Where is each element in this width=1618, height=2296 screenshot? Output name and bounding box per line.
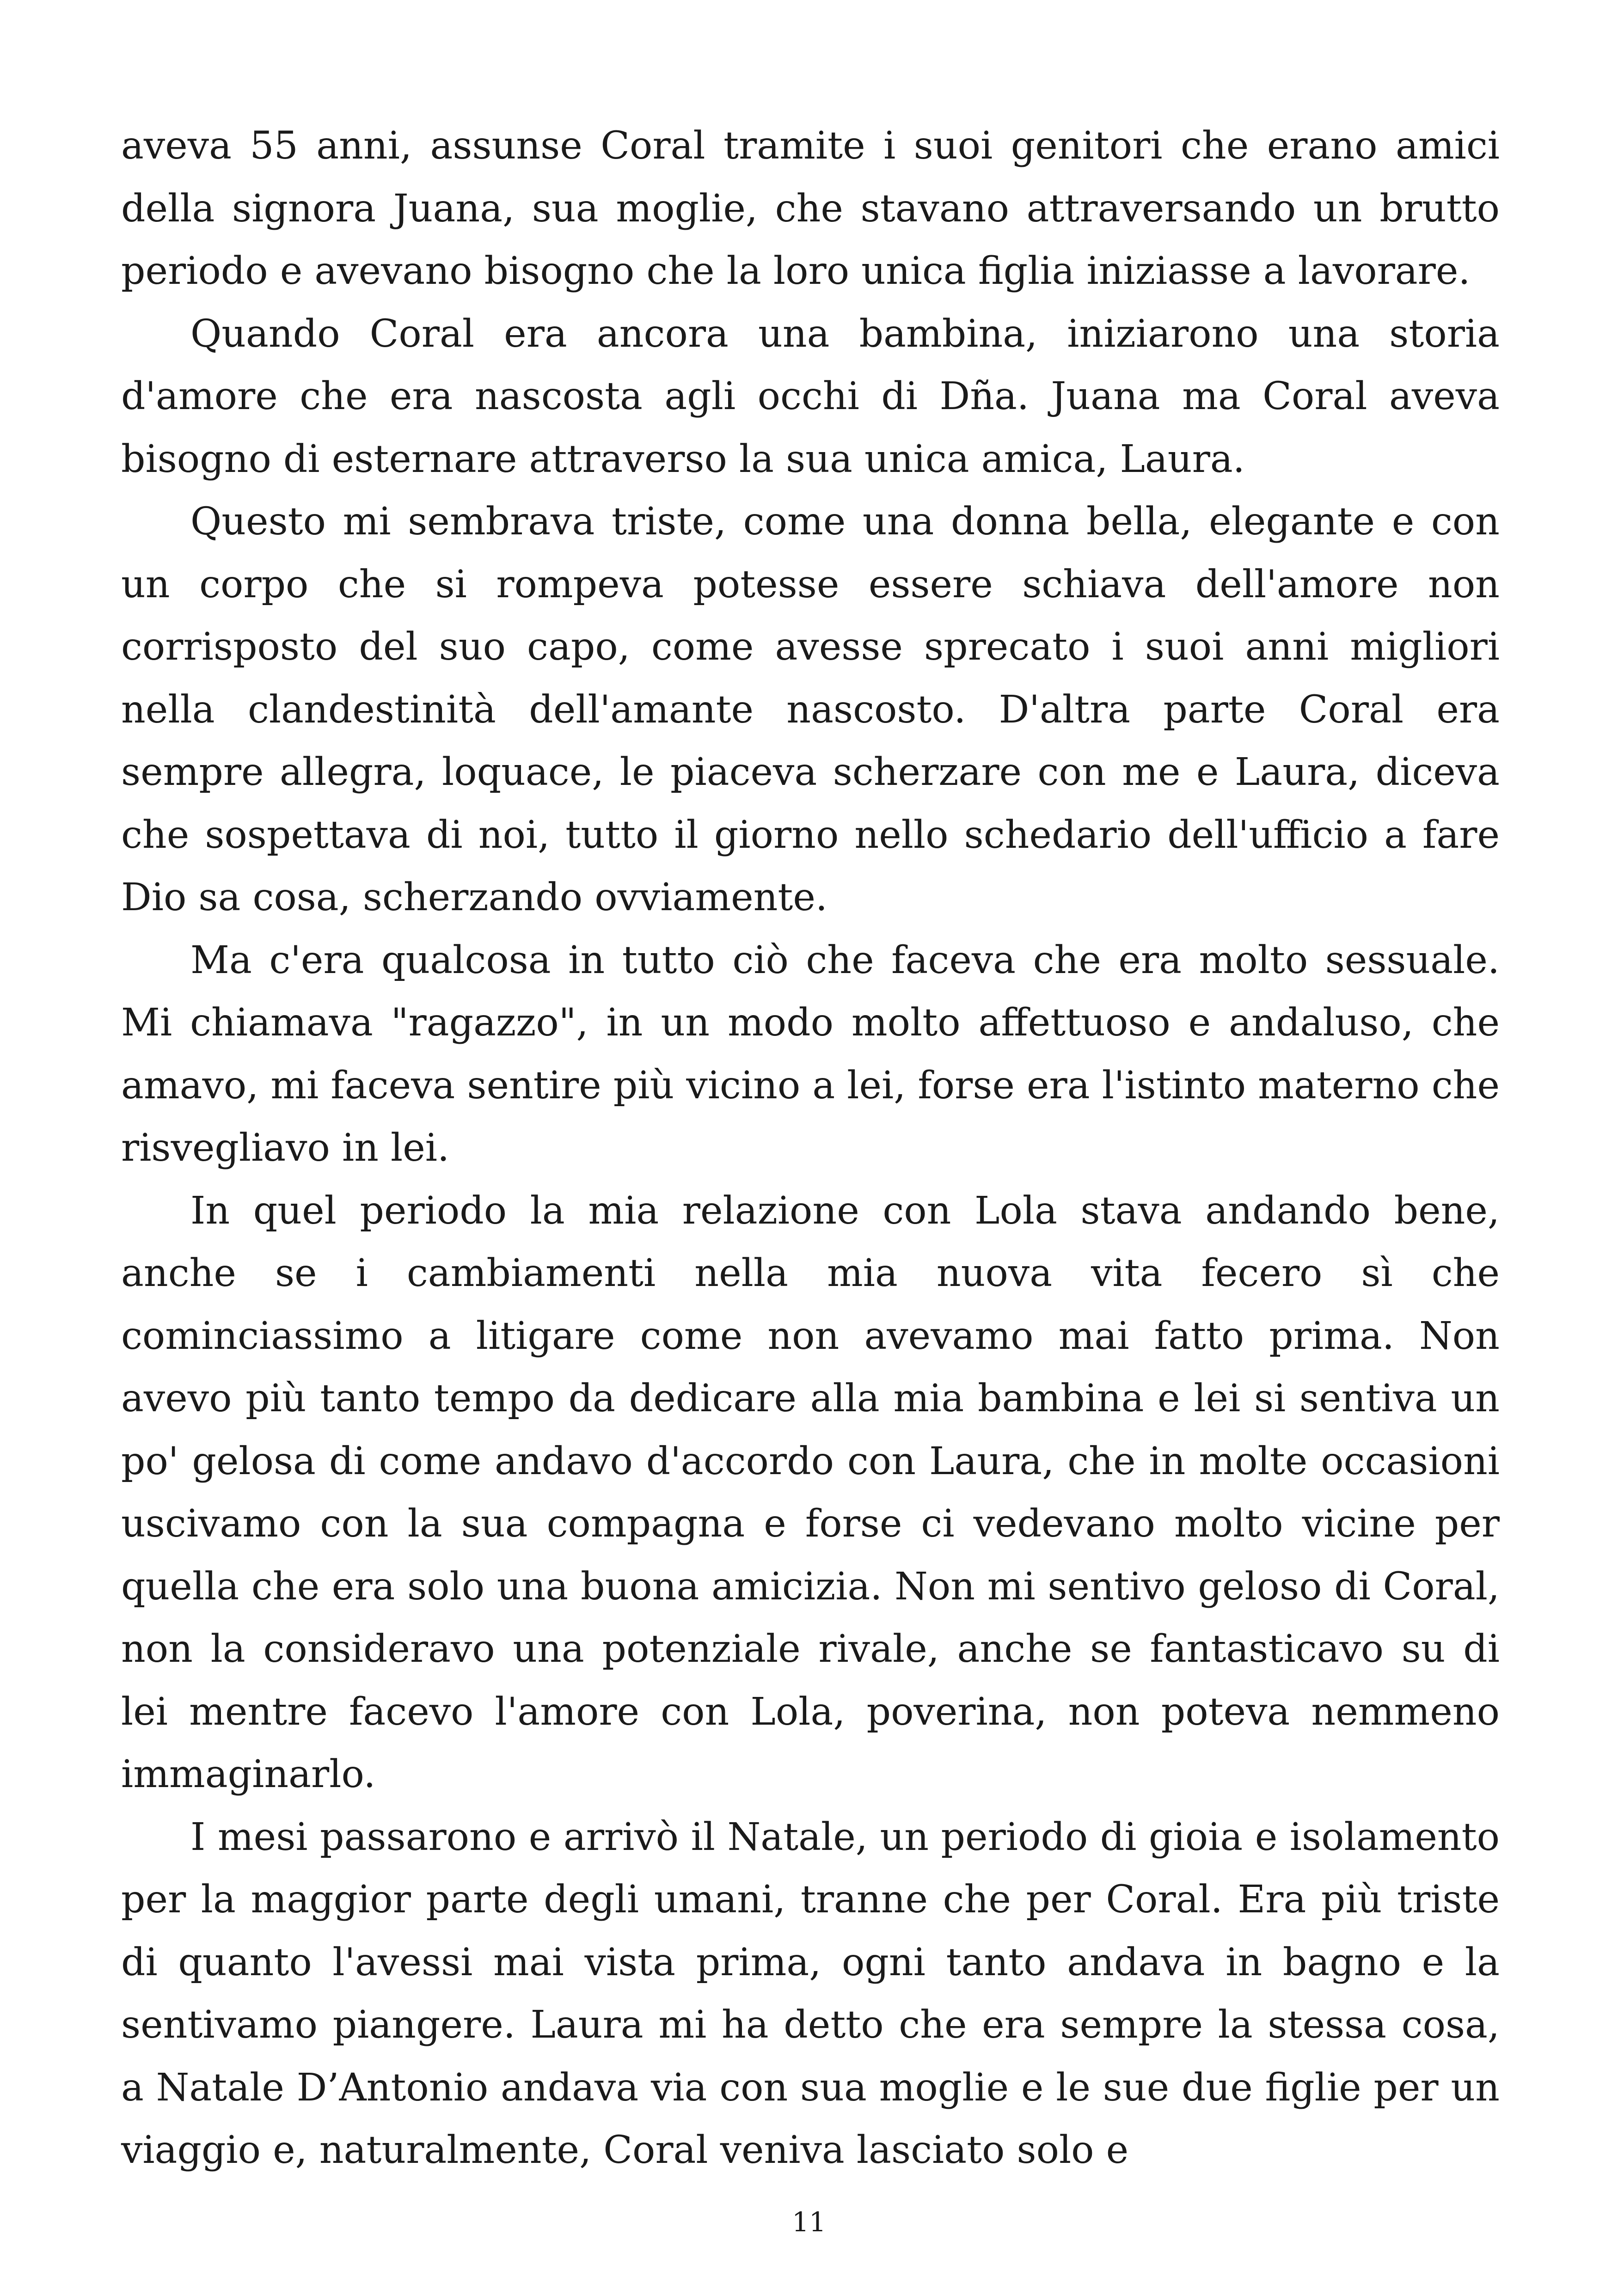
paragraph: Questo mi sembrava triste, come una donna bella, elegante e con un corpo che si rompeva potesse essere schiava dell'amore non corrisposto del suo capo, come avesse sprecato i suoi anni migliori nella clandestinità dell'amante nascosto. D'altra parte Coral era sempre allegra, loquace, le piaceva scherzare con me e Laura, diceva che sospettava di noi, tutto il giorno nello schedario dell'ufficio a fare Dio sa cosa, scherzando ovviamente. bbox=[121, 500, 1500, 919]
body-text bbox=[121, 115, 1500, 2182]
paragraph: Ma c'era qualcosa in tutto ciò che faceva che era molto sessuale. Mi chiamava "ragazzo", in un modo molto affettuoso e andaluso, che amavo, mi faceva sentire più vicino a lei, forse era l'istinto materno che risvegliavo in lei. bbox=[121, 938, 1500, 1170]
paragraph: I mesi passarono e arrivò il Natale, un periodo di gioia e isolamento per la maggior parte degli umani, tranne che per Coral. Era più triste di quanto l'avessi mai vista prima, ogni tanto andava in bagno e la sentivamo piangere. Laura mi ha detto che era sempre la stessa cosa, a Natale D’Antonio andava via con sua moglie e le sue due figlie per un viaggio e, naturalmente, Coral veniva lasciato solo e bbox=[121, 1815, 1500, 2172]
paragraph: In quel periodo la mia relazione con Lola stava andando bene, anche se i cambiamenti nella mia nuova vita fecero sì che cominciassimo a litigare come non avevamo mai fatto prima. Non avevo più tanto tempo da dedicare alla mia bambina e lei si sentiva un po' gelosa di come andavo d'accordo con Laura, che in molte occasioni uscivamo con la sua compagna e forse ci vedevano molto vicine per quella che era solo una buona amicizia. Non mi sentivo geloso di Coral, non la consideravo una potenziale rivale, anche se fantasticavo su di lei mentre facevo l'amore con Lola, poverina, non poteva nemmeno immaginarlo. bbox=[121, 1188, 1500, 1796]
page-number: 11 bbox=[792, 2206, 826, 2238]
paragraph: aveva 55 anni, assunse Coral tramite i suoi genitori che erano amici della signora Juana, sua moglie, che stavano attraversando un brutto periodo e avevano bisogno che la loro unica figlia iniziasse a lavorare. bbox=[121, 124, 1500, 293]
paragraph: Quando Coral era ancora una bambina, iniziarono una storia d'amore che era nascosta agli occhi di Dña. Juana ma Coral aveva bisogno di esternare attraverso la sua unica amica, Laura. bbox=[121, 312, 1500, 481]
